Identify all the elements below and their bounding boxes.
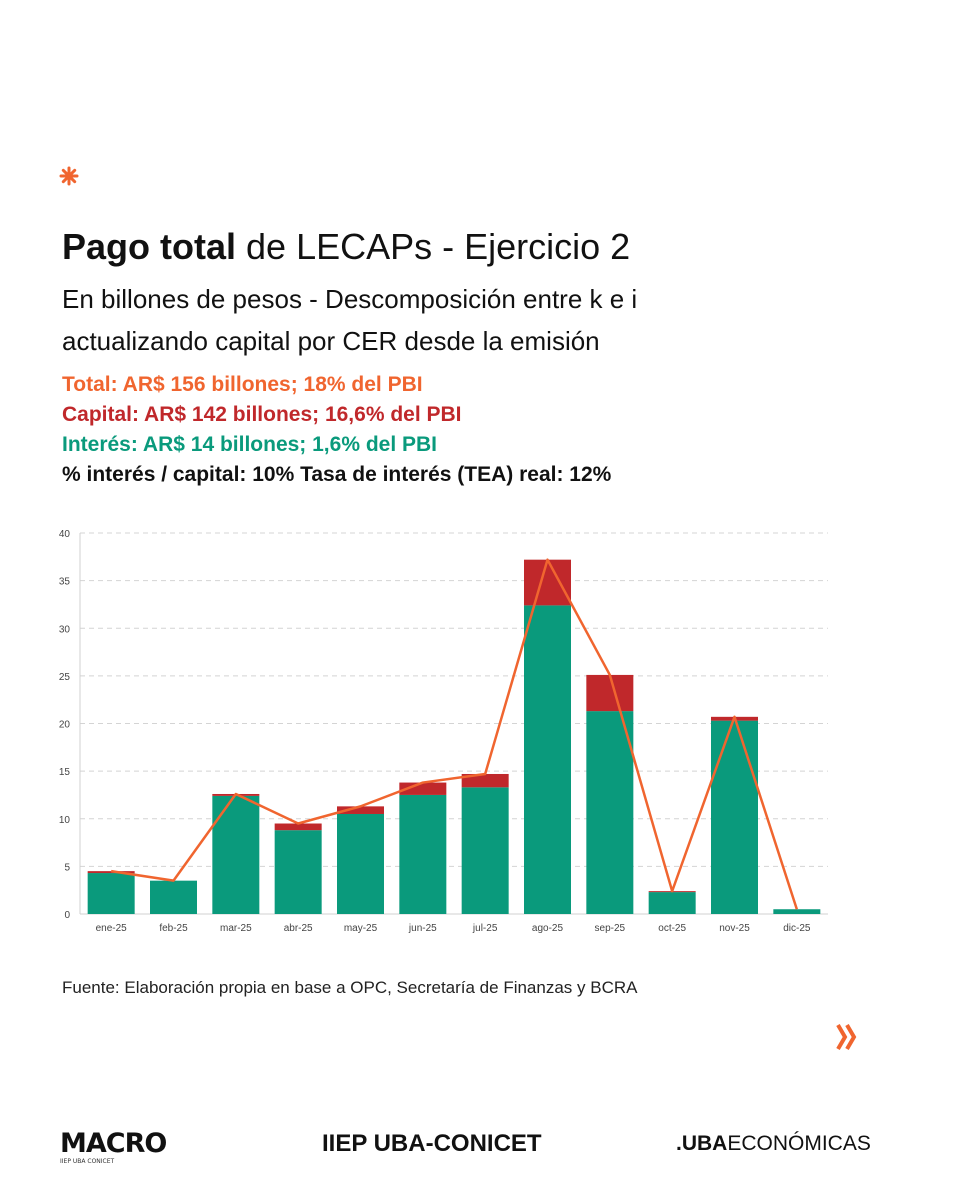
bar-interes	[399, 795, 446, 914]
stacked-bar-chart	[40, 520, 840, 940]
y-tick-label: 30	[58, 624, 70, 636]
bar-interes	[88, 873, 135, 914]
y-tick-label: 20	[58, 719, 70, 731]
y-tick-label: 10	[58, 814, 70, 826]
uba-logo-prefix: .UBA	[676, 1132, 728, 1155]
x-tick-label: ene-25	[95, 923, 127, 934]
stats-block	[62, 370, 611, 490]
x-tick-label: sep-25	[594, 923, 626, 934]
y-tick-label: 0	[64, 910, 70, 921]
bar-capital	[586, 675, 633, 711]
stat-ratio: % interés / capital: 10% Tasa de interés (TEA) real: 12%	[62, 463, 612, 486]
x-tick-label: ago-25	[531, 923, 564, 934]
bar-interes	[462, 787, 509, 914]
y-tick-label: 15	[58, 767, 70, 779]
x-tick-label: jul-25	[472, 923, 498, 934]
bar-interes	[649, 892, 696, 914]
x-tick-label: nov-25	[719, 923, 750, 934]
bar-interes	[586, 711, 633, 914]
bar-interes	[150, 881, 197, 914]
bar-interes	[773, 909, 820, 914]
bar-interes	[212, 796, 259, 914]
stat-total: Total: AR$ 156 billones; 18% del PBI	[62, 373, 423, 396]
bar-capital	[524, 560, 571, 606]
x-tick-label: mar-25	[219, 923, 252, 934]
stat-capital: Capital: AR$ 142 billones; 16,6% del PBI	[62, 403, 462, 426]
page-subtitle: En billones de pesos - Descomposición entre k e i actualizando capital por CER desde la emisión	[62, 284, 638, 356]
x-tick-label: abr-25	[283, 923, 313, 934]
x-tick-label: jun-25	[408, 923, 437, 934]
asterisk-icon	[58, 165, 80, 187]
macro-logo-text: MACRO	[60, 1128, 167, 1159]
y-tick-label: 40	[58, 529, 70, 540]
uba-economicas-logo	[676, 1132, 871, 1156]
macro-logo-sub: IIEP UBA CONICET	[60, 1158, 115, 1165]
y-tick-label: 35	[58, 576, 70, 588]
source-note: Fuente: Elaboración propia en base a OPC, Secretaría de Finanzas y BCRA	[62, 978, 638, 997]
bar-interes	[711, 721, 758, 914]
title-rest: de LECAPs - Ejercicio 2	[236, 226, 631, 267]
y-tick-label: 25	[58, 671, 70, 683]
bar-interes	[524, 605, 571, 914]
x-tick-label: feb-25	[159, 923, 188, 934]
bar-interes	[275, 830, 322, 914]
x-tick-label: may-25	[343, 923, 378, 934]
y-tick-label: 5	[64, 862, 70, 874]
uba-logo-suffix: ECONÓMICAS	[727, 1132, 871, 1155]
page-title	[62, 222, 630, 272]
title-bold: Pago total	[62, 226, 237, 267]
stat-interes: Interés: AR$ 14 billones; 1,6% del PBI	[62, 433, 438, 456]
macro-logo	[60, 1128, 167, 1165]
x-tick-label: oct-25	[658, 923, 687, 934]
iiep-logo: IIEP UBA-CONICET	[322, 1130, 542, 1157]
x-tick-label: dic-25	[783, 923, 811, 934]
bar-interes	[337, 814, 384, 914]
next-chevrons-icon[interactable]	[835, 1022, 857, 1052]
